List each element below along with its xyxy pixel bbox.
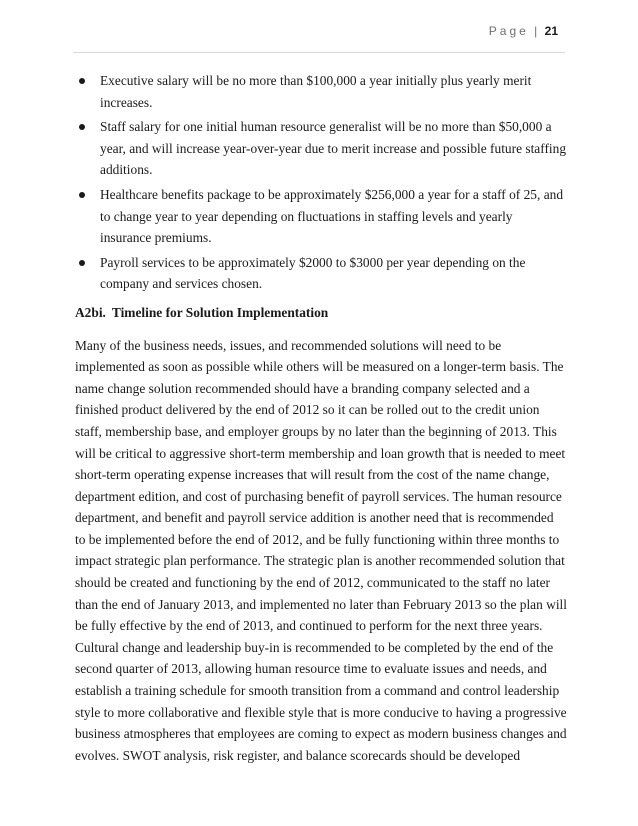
page-header [489, 24, 558, 38]
body-paragraph: Many of the business needs, issues, and recommended solutions will need to be implemented as soon as possible while others will be measured on a longer-term basis. The name change solution recommended should have a branding company selected and a finished product delivered by the end of 2012 so it can be rolled out to the credit union staff, membership base, and employer groups by no later than the beginning of 2013. This will be critical to aggressive short-term membership and loan growth that is needed to meet short-term operating expense increases that will result from the cost of the name change, department edition, and cost of purchasing benefit of payroll services. The human resource department, and benefit and payroll service addition is another need that is recommended to be implemented before the end of 2012, and be fully functioning within three months to impact strategic plan performance. The strategic plan is another recommended solution that should be created and functioning by the end of 2012, communicated to the staff no later than the end of January 2013, and implemented no later than February 2013 so the plan will be fully effective by the end of 2013, and continued to perform for the next three years. Cultural change and leadership buy-in is recommended to be completed by the end of the second quarter of 2013, allowing human resource time to evaluate issues and needs, and establish a training schedule for smooth transition from a command and control leadership style to more collaborative and flexible style that is more conducive to having a progressive business atmospheres that employees are coming to expect as modern business changes and evolves. SWOT analysis, risk register, and balance scorecards should be developed [75, 337, 567, 763]
list-item [75, 116, 567, 181]
page-number: 21 [544, 24, 558, 38]
document-body [75, 70, 567, 766]
list-item-text: Payroll services to be approximately $2000 to $3000 per year depending on the company and services chosen. [100, 254, 526, 292]
bullet-icon [79, 260, 85, 266]
list-item [75, 252, 567, 295]
list-item [75, 70, 567, 113]
list-item-text: Executive salary will be no more than $100,000 a year initially plus yearly merit increases. [100, 73, 532, 110]
list-item-text: Healthcare benefits package to be approximately $256,000 a year for a staff of 25, and to change year to year depending on fluctuations in staffing levels and yearly insurance premiums. [100, 186, 564, 246]
list-item-text: Staff salary for one initial human resource generalist will be no more than $50,000 a year, and will increase year-over-year due to merit increase and possible future staffing additions. [100, 119, 567, 178]
header-divider [73, 52, 565, 53]
bullet-icon [79, 124, 85, 130]
section-title: Timeline for Solution Implementation [111, 304, 329, 320]
bullet-icon [79, 78, 85, 84]
page-separator: | [534, 24, 538, 38]
bullet-icon [79, 192, 85, 198]
page-label: Page [488, 24, 529, 38]
section-code: A2bi. [75, 304, 106, 320]
list-item [75, 184, 567, 249]
section-heading [75, 302, 567, 324]
cost-bullet-list [75, 70, 567, 295]
